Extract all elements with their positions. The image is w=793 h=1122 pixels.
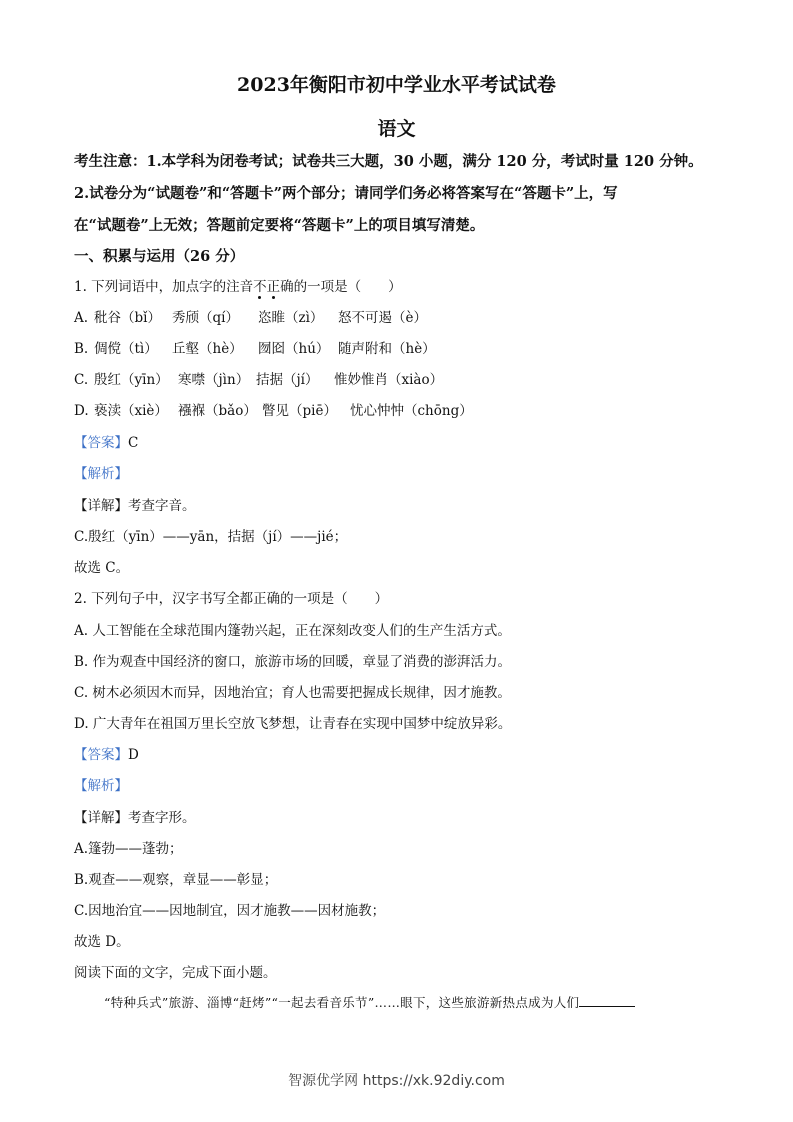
reading-passage xyxy=(104,993,635,1011)
q1-stem-dot-2: 正 xyxy=(266,279,281,295)
option-word: 随声附和（hè） xyxy=(338,341,436,357)
q1-stem-dot-1: 不 xyxy=(253,279,267,295)
fill-blank xyxy=(579,994,635,1007)
q2-explain-a: A.篷勃——蓬勃； xyxy=(74,841,183,857)
notice-line-2: 2.试卷分为“试题卷”和“答题卡”两个部分；请同学们务必将答案写在“答题卡”上，写 xyxy=(74,185,618,202)
option-word: 亵渎（xiè） xyxy=(94,403,168,419)
option-word: 怒不可遏（è） xyxy=(338,310,427,326)
q1-conclusion: 故选 C。 xyxy=(74,560,130,576)
subject-title: 语文 xyxy=(377,118,416,140)
q2-conclusion: 故选 D。 xyxy=(74,934,130,950)
option-word: 瞥见（piē） xyxy=(262,403,337,419)
option-word: 惟妙惟肖（xiào） xyxy=(334,372,444,388)
option-word: 襁褓（bǎo） xyxy=(178,403,257,419)
q2-option-a: A. 人工智能在全球范围内篷勃兴起，正在深刻改变人们的生产生活方式。 xyxy=(74,623,511,639)
q1-option-b xyxy=(74,337,436,357)
notice-line-1: 考生注意：1.本学科为闭卷考试；试卷共三大题，30 小题，满分 120 分，考试时量 120 分钟。 xyxy=(74,153,703,170)
option-word: 恣睢（zì） xyxy=(258,310,324,326)
option-word: 殷红（yīn） xyxy=(94,372,169,388)
option-label: A. xyxy=(74,310,89,326)
option-label: D. xyxy=(74,403,89,419)
q1-option-a xyxy=(74,306,427,326)
passage-text: “特种兵式”旅游、淄博“赶烤”“一起去看音乐节”……眼下，这些旅游新热点成为人们 xyxy=(104,995,580,1010)
q2-option-b: B. 作为观查中国经济的窗口，旅游市场的回暖，章显了消费的澎湃活力。 xyxy=(74,654,512,670)
q2-stem: 2. 下列句子中，汉字书写全都正确的一项是（ ） xyxy=(74,591,389,607)
option-word: 秕谷（bǐ） xyxy=(94,310,161,326)
q1-option-d xyxy=(74,399,473,419)
q1-stem xyxy=(74,275,402,295)
q2-analysis-tag: 【解析】 xyxy=(74,778,128,794)
option-word: 丘壑（hè） xyxy=(172,341,243,357)
q2-option-c: C. 树木必须因木而异，因地治宜；育人也需要把握成长规律，因才施教。 xyxy=(74,685,511,701)
option-word: 囫囵（hú） xyxy=(258,341,330,357)
q2-answer xyxy=(74,743,139,763)
q1-explain: C.殷红（yīn）——yān，拮据（jí）——jié； xyxy=(74,529,348,545)
option-word: 倜傥（tì） xyxy=(94,341,158,357)
q1-stem-post: 确的一项是（ ） xyxy=(280,279,402,295)
answer-value: C xyxy=(128,435,139,451)
answer-tag: 【答案】 xyxy=(74,747,128,763)
option-label: B. xyxy=(74,341,89,357)
option-word: 寒噤（jìn） xyxy=(178,372,250,388)
q2-option-d: D. 广大青年在祖国万里长空放飞梦想，让青春在实现中国梦中绽放异彩。 xyxy=(74,716,512,732)
option-word: 忧心忡忡（chōng） xyxy=(350,403,473,419)
q1-detail: 【详解】考查字音。 xyxy=(74,498,196,514)
q1-option-c xyxy=(74,368,443,388)
option-word: 秀颀（qí） xyxy=(172,310,239,326)
reading-intro: 阅读下面的文字，完成下面小题。 xyxy=(74,965,277,981)
q2-detail: 【详解】考查字形。 xyxy=(74,810,196,826)
section-heading: 一、积累与运用（26 分） xyxy=(74,248,245,265)
q1-answer xyxy=(74,431,138,451)
q1-analysis-tag: 【解析】 xyxy=(74,466,128,482)
answer-value: D xyxy=(128,747,139,763)
option-word: 拮据（jí） xyxy=(256,372,319,388)
notice-line-3: 在“试题卷”上无效；答题前定要将“答题卡”上的项目填写清楚。 xyxy=(74,217,485,234)
answer-tag: 【答案】 xyxy=(74,435,128,451)
exam-title: 2023年衡阳市初中学业水平考试试卷 xyxy=(237,74,556,96)
q2-explain-c: C.因地治宜——因地制宜，因才施教——因材施教； xyxy=(74,903,386,919)
watermark-footer: 智源优学网 https://xk.92diy.com xyxy=(288,1073,505,1089)
q1-stem-pre: 1. 下列词语中，加点字的注音 xyxy=(74,279,254,295)
q2-explain-b: B.观查——观察，章显——彰显； xyxy=(74,872,278,888)
option-label: C. xyxy=(74,372,89,388)
